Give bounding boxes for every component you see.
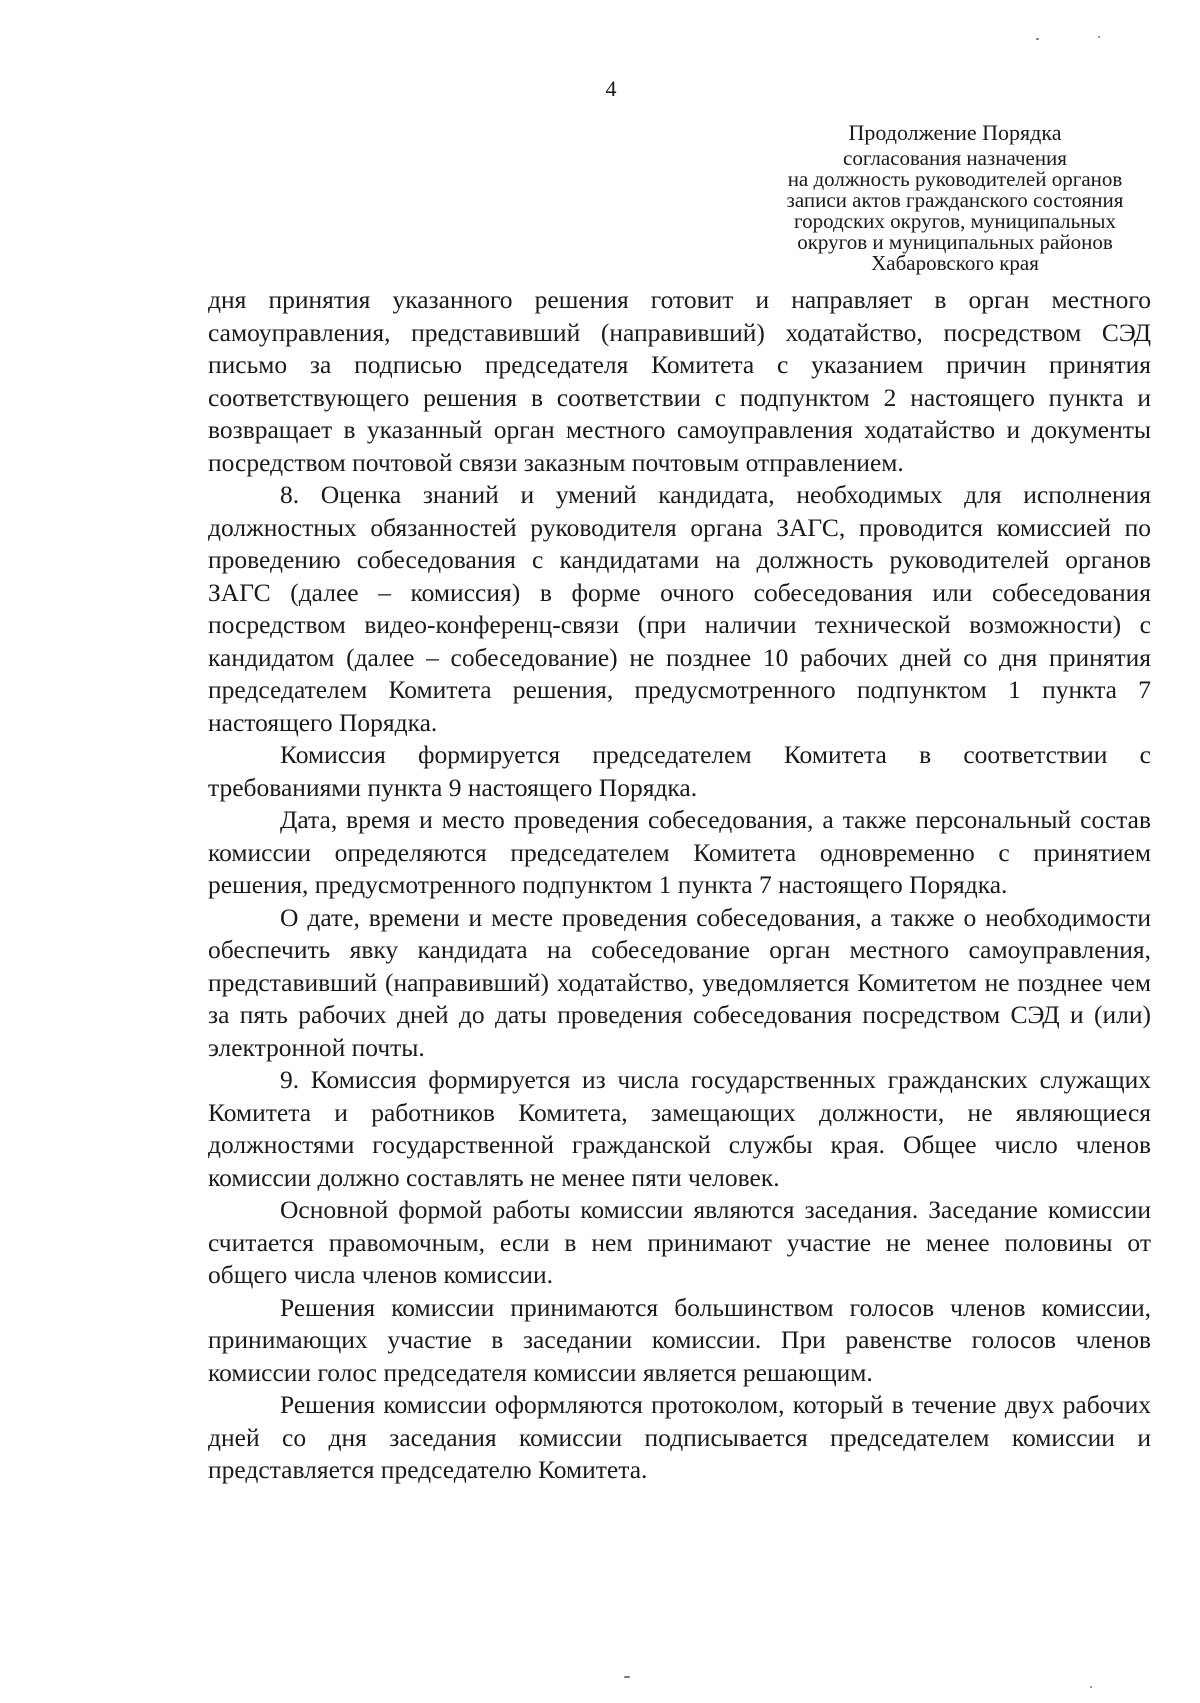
scan-speck (624, 1676, 630, 1678)
paragraph: О дате, времени и месте проведения собеседования, а также о необходимости обеспечить явку кандидата на собеседование орган местного самоуправления, представивший (направивший) ходатайство, уведомляется Комитетом не позднее чем за пять рабочих дней до даты проведения собеседования посредством СЭД и (или) электронной почты. (208, 902, 1151, 1062)
header-line: согласования назначения (843, 146, 1067, 170)
paragraph-item-9: 9. Комиссия формируется из числа государственных гражданских служащих Комитета и работников Комитета, замещающих должности, не являющиеся должностями государственной гражданской службы края. Общее число членов комиссии должно составлять не менее пяти человек. (208, 1065, 1151, 1192)
header-title: Продолжение Порядка (848, 120, 1062, 145)
paragraph: Дата, время и место проведения собеседования, а также персональный состав комиссии определяются председателем Комитета одновременно с принятием решения, предусмотренного подпунктом 1 пункта 7 настоящего Порядка. (208, 805, 1151, 899)
page-number: 4 (605, 76, 617, 101)
header-line: записи актов гражданского состояния (786, 188, 1124, 212)
scan-speck (1036, 38, 1039, 40)
header-line: Хабаровского края (871, 251, 1039, 275)
paragraph-item-8: 8. Оценка знаний и умений кандидата, необходимых для исполнения должностных обязанностей руководителя органа ЗАГС, проводится комиссией по проведению собеседования с кандидатами на должность руководителей органов ЗАГС (далее – комиссия) в форме очного собеседования или собеседования посредством видео-конференц-связи (при наличии технической возможности) с кандидатом (далее – собеседование) не позднее 10 рабочих дней со дня принятия председателем Комитета решения, предусмотренного подпунктом 1 пункта 7 настоящего Порядка. (208, 480, 1151, 737)
paragraph: Решения комиссии оформляются протоколом, который в течение двух рабочих дней со дня заседания комиссии подписывается председателем комиссии и представляется председателю Комитета. (208, 1390, 1151, 1484)
header-line: на должность руководителей органов (787, 167, 1123, 191)
paragraph-continuation: дня принятия указанного решения готовит и направляет в орган местного самоуправления, представивший (направивший) ходатайство, посредством СЭД письмо за подписью председателя Комитета с указанием причин принятия соответствующего решения в соответствии с подпунктом 2 настоящего пункта и возвращает в указанный орган местного самоуправления ходатайство и документы посредством почтовой связи заказным почтовым отправлением. (208, 285, 1151, 477)
document-body (208, 284, 1151, 1487)
paragraph: Комиссия формируется председателем Комитета в соответствии с требованиями пункта 9 настоящего Порядка. (208, 740, 1151, 802)
paragraph: Решения комиссии принимаются большинством голосов членов комиссии, принимающих участие в заседании комиссии. При равенстве голосов членов комиссии голос председателя комиссии является решающим. (208, 1292, 1151, 1387)
document-header (740, 118, 1170, 274)
scan-speck (1098, 36, 1100, 38)
header-line: округов и муниципальных районов (797, 230, 1113, 254)
header-line: городских округов, муниципальных (793, 209, 1116, 233)
scan-speck (1090, 1686, 1092, 1688)
paragraph: Основной формой работы комиссии являются заседания. Заседание комиссии считается правомочным, если в нем принимают участие не менее половины от общего числа членов комиссии. (208, 1195, 1151, 1289)
